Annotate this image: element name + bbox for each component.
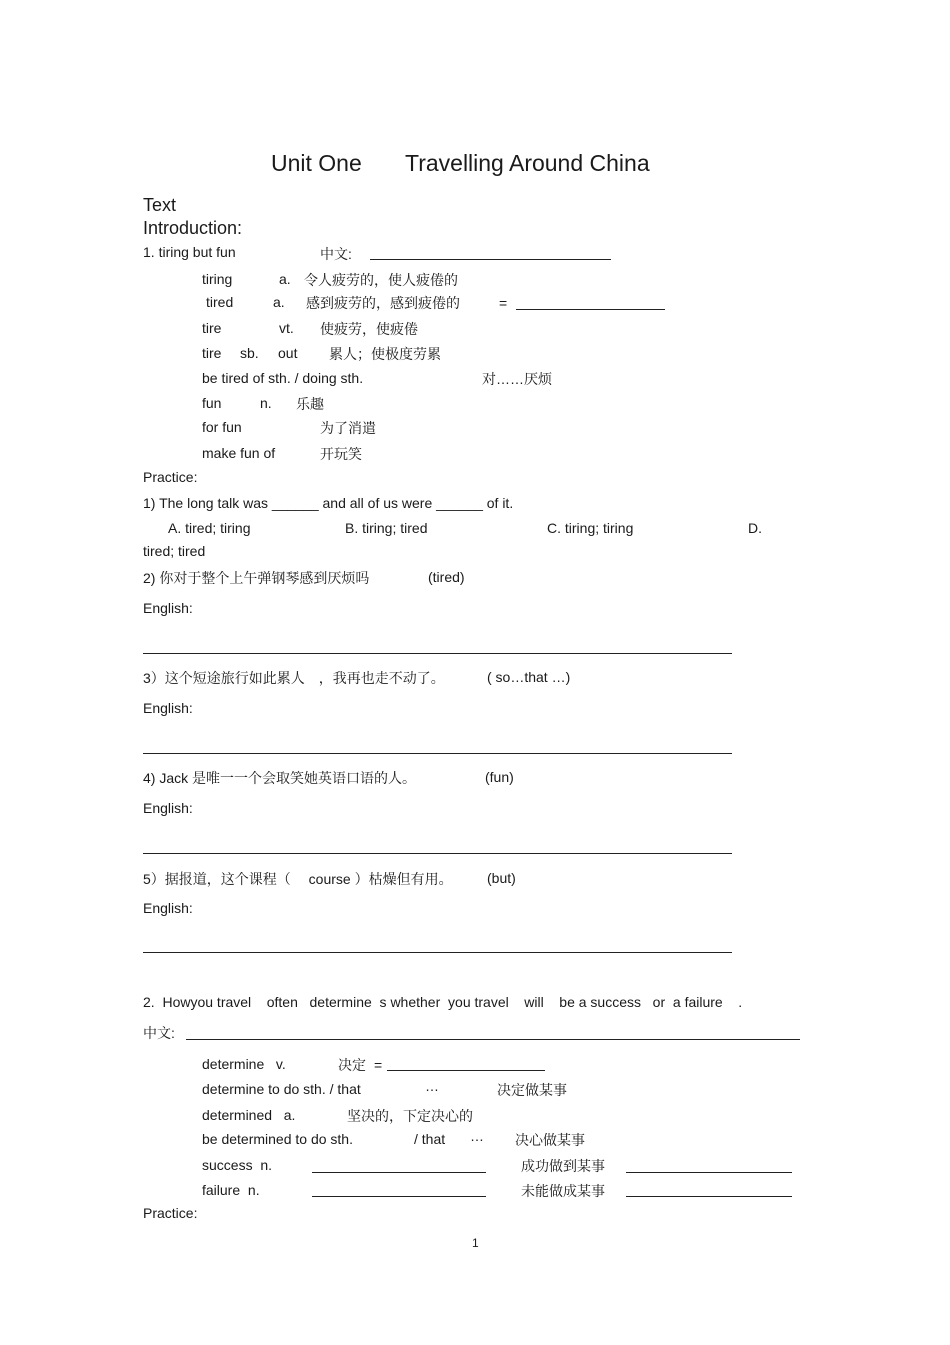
vocab-tired-eq: = [499,295,508,311]
vocab-be-tired-meaning: 对……厌烦 [482,371,552,387]
vocab-determined-word: determined a. [202,1107,296,1123]
vocab-make-fun-meaning: 开玩笑 [320,446,362,462]
vocab-determine-to-meaning: 决定做某事 [497,1082,567,1098]
heading-text: Text [143,195,177,215]
practice2-label: Practice: [143,1205,198,1221]
q4-answer-line[interactable] [143,853,732,854]
vocab-tired-meaning: 感到疲劳的，感到疲倦的 [306,295,460,311]
q4-hint: (fun) [485,769,514,785]
vocab-tired-pos: a. [273,294,285,310]
vocab-tire-pos: vt. [279,320,294,336]
q3-answer-line[interactable] [143,753,732,754]
q5-stem: 5）据报道，这个课程（ course ）枯燥但有用。 [143,871,453,887]
vocab-for-fun-meaning: 为了消遣 [320,420,376,436]
title-topic: Travelling Around China [405,150,650,176]
vocab-tire-out-w1: tire [202,345,222,361]
vocab-fun-word: fun [202,395,222,411]
item1-phrase: 1. tiring but fun [143,244,236,260]
vocab-success-phrase: 成功做到某事 [521,1158,605,1174]
vocab-tire-meaning: 使疲劳，使疲倦 [320,321,418,337]
vocab-failure-phrase: 未能做成某事 [521,1183,605,1199]
q5-english-label: English: [143,900,193,916]
page-number: 1 [472,1236,479,1250]
item1-cn-blank[interactable] [370,259,611,260]
vocab-tire-out-w2: sb. [240,345,259,361]
q2-stem: 2) 你对于整个上午弹钢琴感到厌烦吗 [143,570,370,586]
heading-introduction: Introduction: [143,218,243,238]
q5-hint: (but) [487,870,516,886]
vocab-be-determined-dots: … [470,1128,484,1144]
item2-cn-blank[interactable] [186,1039,800,1040]
vocab-determine-blank[interactable] [387,1070,545,1071]
q1-option-d-prefix[interactable]: D. [748,520,762,536]
vocab-be-tired-word: be tired of sth. / doing sth. [202,370,364,386]
q4-stem: 4) Jack 是唯一一个会取笑她英语口语的人。 [143,770,417,786]
vocab-determine-meaning: 决定 [338,1057,366,1073]
vocab-tired-word: tired [206,294,234,310]
title-unit: Unit One [271,150,362,176]
vocab-fun-pos: n. [260,395,272,411]
q3-hint: ( so…that …) [487,669,571,685]
vocab-be-determined-that: / that [414,1131,446,1147]
item2-sentence: 2. Howyou travel often determine s whether you travel will be a success or a failure . [143,994,743,1010]
vocab-for-fun-word: for fun [202,419,242,435]
q3-stem: 3）这个短途旅行如此累人 ，我再也走不动了。 [143,670,445,686]
vocab-tiring-meaning: 令人疲劳的，使人疲倦的 [304,272,458,288]
vocab-success-blank[interactable] [312,1172,486,1173]
vocab-determine-to-dots: … [425,1078,439,1094]
q5-answer-line[interactable] [143,952,732,953]
vocab-failure-blank[interactable] [312,1196,486,1197]
vocab-make-fun-word: make fun of [202,445,276,461]
q1-option-b[interactable]: B. tiring; tired [345,520,428,536]
vocab-failure-word: failure n. [202,1182,260,1198]
vocab-determine-eq: = [374,1057,383,1073]
vocab-fun-meaning: 乐趣 [296,396,324,412]
practice1-label: Practice: [143,469,198,485]
vocab-determine-word: determine v. [202,1056,286,1072]
vocab-tire-out-w3: out [278,345,298,361]
vocab-be-determined-word: be determined to do sth. [202,1131,353,1147]
q2-english-label: English: [143,600,193,616]
vocab-success-word: success n. [202,1157,273,1173]
q1-option-d-rest[interactable]: tired; tired [143,543,206,559]
vocab-tiring-pos: a. [279,271,291,287]
q3-english-label: English: [143,700,193,716]
q4-english-label: English: [143,800,193,816]
item2-cn-label: 中文: [143,1025,175,1041]
q2-answer-line[interactable] [143,653,732,654]
vocab-tired-blank[interactable] [516,309,665,310]
vocab-failure-phrase-blank[interactable] [626,1196,792,1197]
vocab-determined-meaning: 坚决的，下定决心的 [347,1108,473,1124]
vocab-tire-out-meaning: 累人；使极度劳累 [329,346,441,362]
q1-stem: 1) The long talk was ______ and all of us were ______ of it. [143,495,514,511]
q1-option-a[interactable]: A. tired; tiring [168,520,251,536]
vocab-be-determined-meaning: 决心做某事 [515,1132,585,1148]
item1-cn-label: 中文: [320,246,352,262]
vocab-determine-to-word: determine to do sth. / that [202,1081,361,1097]
vocab-tiring-word: tiring [202,271,233,287]
vocab-tire-word: tire [202,320,222,336]
vocab-success-phrase-blank[interactable] [626,1172,792,1173]
q1-option-c[interactable]: C. tiring; tiring [547,520,634,536]
q2-hint: (tired) [428,569,465,585]
